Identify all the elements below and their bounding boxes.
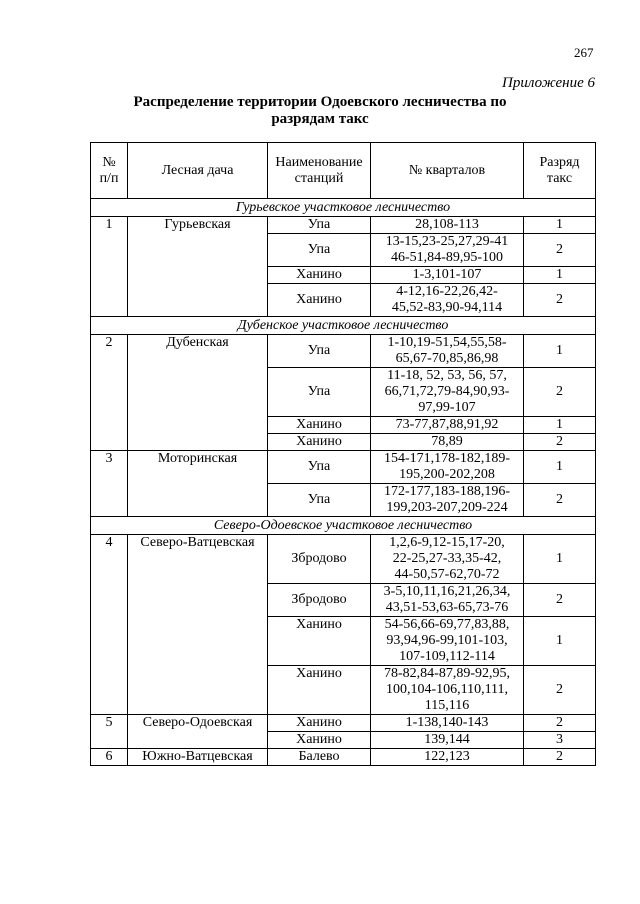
quarters-cell [371,484,524,517]
quarters-line: 66,71,72,79-84,90,93- [384,384,510,399]
quarters-line: 22-25,27-33,35-42, [392,551,502,566]
quarters-cell [371,584,524,617]
station-name: Ханино [268,267,371,284]
header-rank: Разряд такс [524,143,596,199]
forest-distribution-table [90,142,596,766]
quarters-cell [371,434,524,451]
station-name: Балево [268,749,371,766]
station-name: Збродово [268,584,371,617]
quarters-line: 195,200-202,208 [399,467,495,482]
quarters-line: 65,67-70,85,86,98 [395,351,499,366]
rank-value: 1 [524,417,596,434]
quarters-line: 45,52-83,90-94,114 [391,300,503,315]
table-row [91,535,596,584]
table-row [91,715,596,732]
row-number: 6 [91,749,128,766]
section-row [91,317,596,335]
quarters-line: 43,51-53,63-65,73-76 [385,600,509,615]
forest-name: Моторинская [128,451,268,517]
table-row [91,451,596,484]
rank-value: 2 [524,715,596,732]
station-name: Ханино [268,617,371,666]
station-name: Ханино [268,715,371,732]
quarters-line: 73-77,87,88,91,92 [395,417,499,432]
quarters-cell [371,368,524,417]
table-row [91,335,596,368]
rank-value: 1 [524,535,596,584]
quarters-line: 4-12,16-22,26,42- [396,284,498,299]
rank-value: 2 [524,434,596,451]
quarters-line: 78-82,84-87,89-92,95, [384,666,510,681]
forest-name: Дубенская [128,335,268,451]
rank-value: 1 [524,217,596,234]
title-line: разрядам такс [271,111,369,127]
header-forest: Лесная дача [128,143,268,199]
quarters-line: 93,94,96-99,101-103, [386,633,508,648]
section-row [91,199,596,217]
rank-value: 2 [524,584,596,617]
rank-value: 2 [524,666,596,715]
row-number: 3 [91,451,128,517]
quarters-line: 54-56,66-69,77,83,88, [384,617,510,632]
quarters-cell [371,749,524,766]
rank-value: 1 [524,335,596,368]
rank-value: 2 [524,484,596,517]
station-name: Ханино [268,732,371,749]
station-name: Упа [268,234,371,267]
quarters-line: 1-138,140-143 [405,715,489,730]
quarters-line: 1-3,101-107 [412,267,482,282]
quarters-line: 11-18, 52, 53, 56, 57, [387,368,507,383]
quarters-cell [371,535,524,584]
rank-value: 1 [524,451,596,484]
station-name: Ханино [268,417,371,434]
quarters-line: 13-15,23-25,27,29-41 [385,234,509,249]
quarters-cell [371,267,524,284]
table-header-row [91,143,596,199]
quarters-line: 115,116 [424,698,470,713]
rank-value: 1 [524,617,596,666]
quarters-line: 172-177,183-188,196- [384,484,510,499]
forest-name: Южно-Ватцевская [128,749,268,766]
forest-name: Северо-Ватцевская [128,535,268,715]
quarters-cell [371,234,524,267]
quarters-cell [371,451,524,484]
station-name: Упа [268,451,371,484]
table-row [91,749,596,766]
row-number: 4 [91,535,128,715]
rank-value: 2 [524,234,596,267]
station-name: Упа [268,368,371,417]
section-row [91,517,596,535]
section-name: Дубенское участковое лесничество [91,317,596,335]
header-station: Наименование станций [268,143,371,199]
forest-name: Северо-Одоевская [128,715,268,749]
quarters-line: 1-10,19-51,54,55,58- [387,335,507,350]
station-name: Ханино [268,666,371,715]
quarters-line: 154-171,178-182,189- [384,451,510,466]
quarters-cell [371,732,524,749]
quarters-line: 139,144 [424,732,470,747]
station-name: Ханино [268,284,371,317]
table-row [91,217,596,234]
quarters-cell [371,335,524,368]
rank-value: 1 [524,267,596,284]
header-number: № п/п [91,143,128,199]
quarters-line: 107-109,112-114 [399,649,495,664]
quarters-line: 3-5,10,11,16,21,26,34, [383,584,511,599]
document-title [0,94,640,128]
rank-value: 3 [524,732,596,749]
quarters-cell [371,284,524,317]
rank-value: 2 [524,749,596,766]
table-body [91,199,596,766]
row-number: 2 [91,335,128,451]
quarters-line: 28,108-113 [415,217,479,232]
row-number: 5 [91,715,128,749]
station-name: Упа [268,484,371,517]
quarters-cell [371,666,524,715]
rank-value: 2 [524,368,596,417]
quarters-line: 44-50,57-62,70-72 [394,567,500,582]
station-name: Упа [268,217,371,234]
forest-name: Гурьевская [128,217,268,317]
section-name: Северо-Одоевское участковое лесничество [91,517,596,535]
quarters-line: 78,89 [431,434,463,449]
quarters-cell [371,217,524,234]
quarters-cell [371,617,524,666]
station-name: Упа [268,335,371,368]
quarters-cell [371,417,524,434]
title-line: Распределение территории Одоевского лесничества по [133,94,507,110]
appendix-label: Приложение 6 [502,75,595,91]
page-number: 267 [574,45,594,60]
station-name: Збродово [268,535,371,584]
header-quarters: № кварталов [371,143,524,199]
section-name: Гурьевское участковое лесничество [91,199,596,217]
quarters-line: 97,99-107 [418,400,476,415]
rank-value: 2 [524,284,596,317]
quarters-line: 199,203-207,209-224 [386,500,508,515]
row-number: 1 [91,217,128,317]
quarters-line: 46-51,84-89,95-100 [391,250,503,265]
quarters-line: 1,2,6-9,12-15,17-20, [389,535,505,550]
station-name: Ханино [268,434,371,451]
quarters-cell [371,715,524,732]
quarters-line: 100,104-106,110,111, [385,682,509,697]
quarters-line: 122,123 [424,749,470,764]
